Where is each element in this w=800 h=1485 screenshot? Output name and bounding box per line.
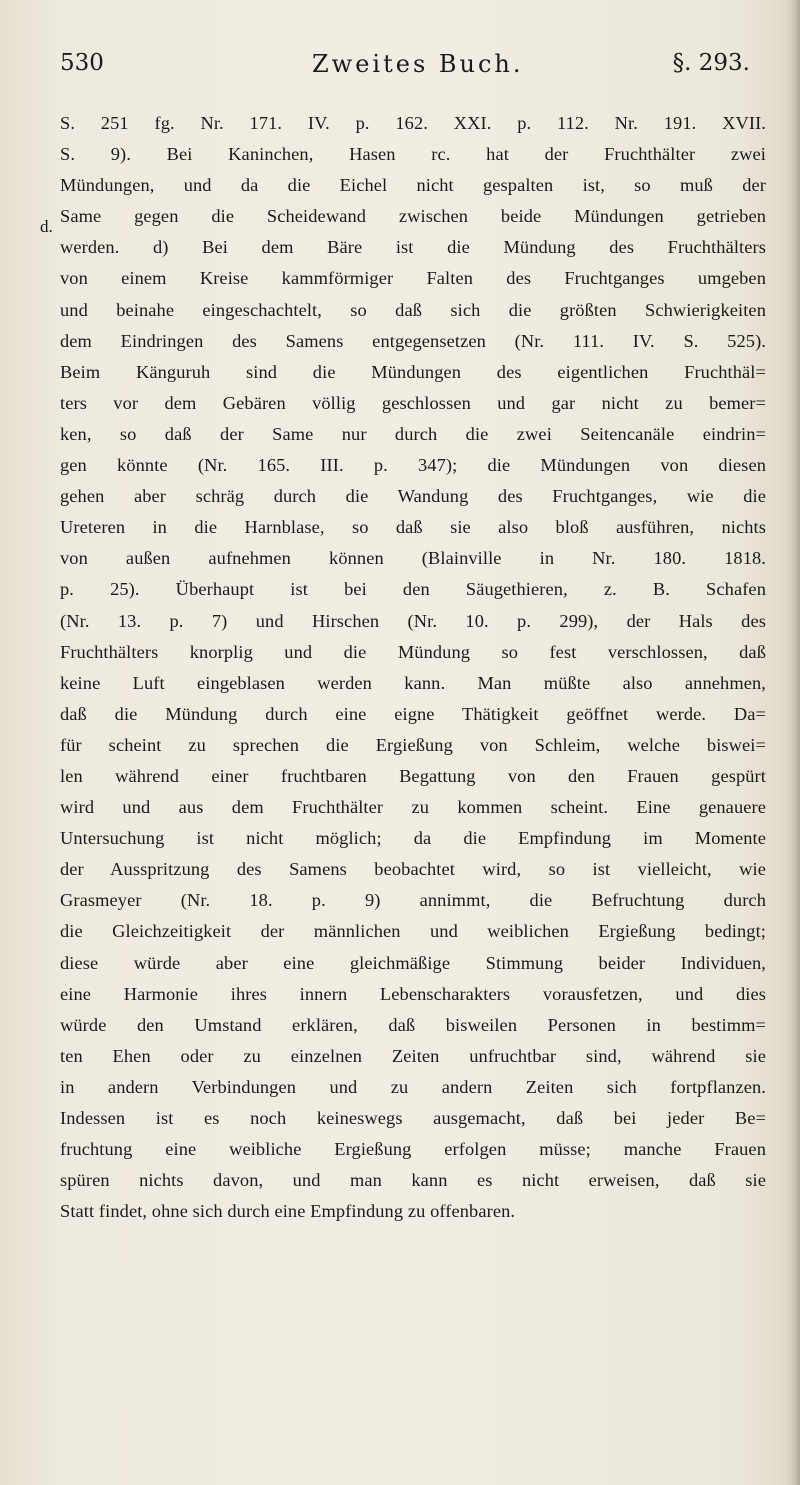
text-line: Mündungen, und da die Eichel nicht gespalten ist, so muß der: [60, 175, 766, 196]
text-line: dem Eindringen des Samens entgegensetzen (Nr. 111. IV. S. 525).: [60, 330, 766, 351]
text-line: diese würde aber eine gleichmäßige Stimmung beider Individuen,: [60, 952, 766, 973]
text-line: und beinahe eingeschachtelt, so daß sich die größten Schwierigkeiten: [60, 299, 766, 320]
text-line: S. 9). Bei Kaninchen, Hasen rc. hat der Fruchthälter zwei: [60, 144, 766, 165]
page-edge-shadow: [786, 0, 800, 1485]
text-line: Indessen ist es noch keineswegs ausgemacht, daß bei jeder Be=: [60, 1108, 766, 1128]
text-line: fruchtung eine weibliche Ergießung erfolgen müsse; manche Frauen: [60, 1139, 766, 1160]
text-line: eine Harmonie ihres innern Lebenscharakters vorausfetzen, und dies: [60, 983, 766, 1004]
text-line: Grasmeyer (Nr. 18. p. 9) annimmt, die Befruchtung durch: [60, 890, 766, 911]
text-line: keine Luft eingeblasen werden kann. Man müßte also annehmen,: [60, 672, 766, 693]
text-line: spüren nichts davon, und man kann es nicht erweisen, daß sie: [60, 1170, 766, 1191]
text-line: die Gleichzeitigkeit der männlichen und weiblichen Ergießung bedingt;: [60, 921, 766, 942]
body-text: [60, 108, 766, 1227]
margin-mark: d.: [40, 217, 53, 236]
text-line: für scheint zu sprechen die Ergießung von Schleim, welche biswei=: [60, 734, 766, 755]
text-line: von einem Kreise kammförmiger Falten des Fruchtganges umgeben: [60, 268, 766, 289]
text-line: ten Ehen oder zu einzelnen Zeiten unfruchtbar sind, während sie: [60, 1045, 766, 1066]
section-reference: §. 293.: [672, 50, 750, 76]
text-line: von außen aufnehmen können (Blainville in Nr. 180. 1818.: [60, 548, 766, 569]
page-number: 530: [60, 50, 104, 76]
running-title: Zweites Buch.: [312, 50, 524, 78]
text-line: len während einer fruchtbaren Begattung von den Frauen gespürt: [60, 765, 766, 786]
text-line: gehen aber schräg durch die Wandung des Fruchtganges, wie die: [60, 486, 766, 507]
text-line: in andern Verbindungen und zu andern Zeiten sich fortpflanzen.: [60, 1076, 766, 1097]
text-line: Beim Känguruh sind die Mündungen des eigentlichen Fruchthäl=: [60, 361, 766, 382]
text-line: p. 25). Überhaupt ist bei den Säugethieren, z. B. Schafen: [60, 579, 766, 600]
text-line: würde den Umstand erklären, daß bisweilen Personen in bestimm=: [60, 1014, 766, 1035]
text-line: gen könnte (Nr. 165. III. p. 347); die Mündungen von diesen: [60, 455, 766, 476]
text-line: ken, so daß der Same nur durch die zwei Seitencanäle eindrin=: [60, 423, 766, 444]
text-line: Ureteren in die Harnblase, so daß sie also bloß ausführen, nichts: [60, 517, 766, 538]
text-line: (Nr. 13. p. 7) und Hirschen (Nr. 10. p. 299), der Hals des: [60, 610, 766, 631]
text-line: daß die Mündung durch eine eigne Thätigkeit geöffnet werde. Da=: [60, 703, 766, 724]
text-line: Statt findet, ohne sich durch eine Empfindung zu offenbaren.: [60, 1201, 516, 1222]
text-line: ters vor dem Gebären völlig geschlossen und gar nicht zu bemer=: [60, 392, 766, 413]
text-line: werden. d) Bei dem Bäre ist die Mündung des Fruchthälters: [60, 237, 766, 258]
text-line: S. 251 fg. Nr. 171. IV. p. 162. XXI. p. 112. Nr. 191. XVII.: [60, 113, 766, 133]
text-line: Untersuchung ist nicht möglich; da die Empfindung im Momente: [60, 828, 766, 849]
text-line: wird und aus dem Fruchthälter zu kommen scheint. Eine genauere: [60, 797, 766, 818]
text-line: der Ausspritzung des Samens beobachtet wird, so ist vielleicht, wie: [60, 859, 766, 880]
page-header: [60, 50, 760, 90]
text-line: Fruchthälters knorplig und die Mündung so fest verschlossen, daß: [60, 641, 766, 662]
text-line: Same gegen die Scheidewand zwischen beide Mündungen getrieben: [60, 206, 766, 227]
